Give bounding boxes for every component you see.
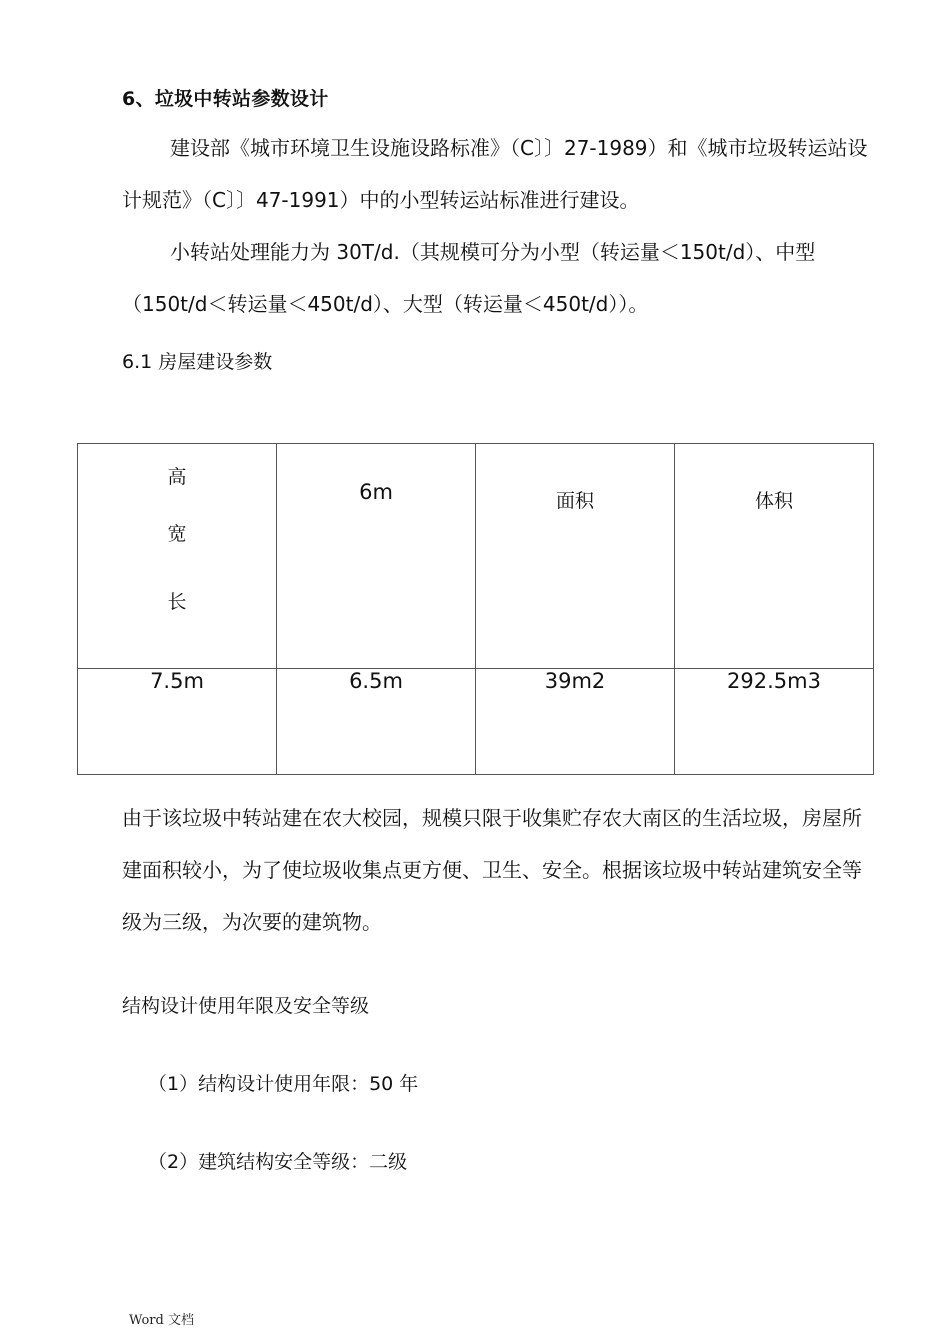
page-footer: Word 文档 — [129, 1313, 194, 1328]
dimension-labels — [78, 444, 276, 615]
list-item: （1）结构设计使用年限：50 年 — [148, 1073, 419, 1095]
label-width: 宽 — [167, 523, 187, 545]
table-cell — [476, 444, 675, 669]
list-item: （2）建筑结构安全等级：二级 — [148, 1151, 408, 1173]
paragraph-description: 由于该垃圾中转站建在农大校园，规模只限于收集贮存农大南区的生活垃圾，房屋所建面积较小，为了使垃圾收集点更方便、卫生、安全。根据该垃圾中转站建筑安全等级为三级，为次要的建筑物。 — [122, 806, 862, 934]
label-volume: 体积 — [754, 490, 793, 512]
label-height: 高 — [167, 466, 187, 488]
paragraph-structure-heading: 结构设计使用年限及安全等级 — [122, 995, 370, 1017]
cell-height-value: 6m — [359, 480, 393, 504]
table-cell: 39m2 — [476, 669, 675, 775]
table-cell — [277, 444, 476, 669]
paragraph-standards: 建设部《城市环境卫生设施设路标准》（C〕〕27-1989）和《城市垃圾转运站设计规范》（C〕〕47-1991）中的小型转运站标准进行建设。 — [122, 136, 868, 212]
table-row — [78, 669, 874, 775]
table-cell — [78, 444, 277, 669]
table-row — [78, 444, 874, 669]
table-cell: 7.5m — [78, 669, 277, 775]
table-cell: 292.5m3 — [675, 669, 874, 775]
section-heading: 6、垃圾中转站参数设计 — [122, 88, 329, 110]
building-parameters-table — [77, 443, 874, 775]
label-length: 长 — [167, 591, 187, 613]
label-area: 面积 — [555, 490, 594, 512]
table-cell: 6.5m — [277, 669, 476, 775]
table-cell — [675, 444, 874, 669]
paragraph-capacity: 小转站处理能力为 30T/d.（其规模可分为小型（转运量＜150t/d）、中型（150t/d＜转运量＜450t/d）、大型（转运量＜450t/d））。 — [122, 240, 816, 316]
subsection-heading: 6.1 房屋建设参数 — [122, 351, 273, 373]
